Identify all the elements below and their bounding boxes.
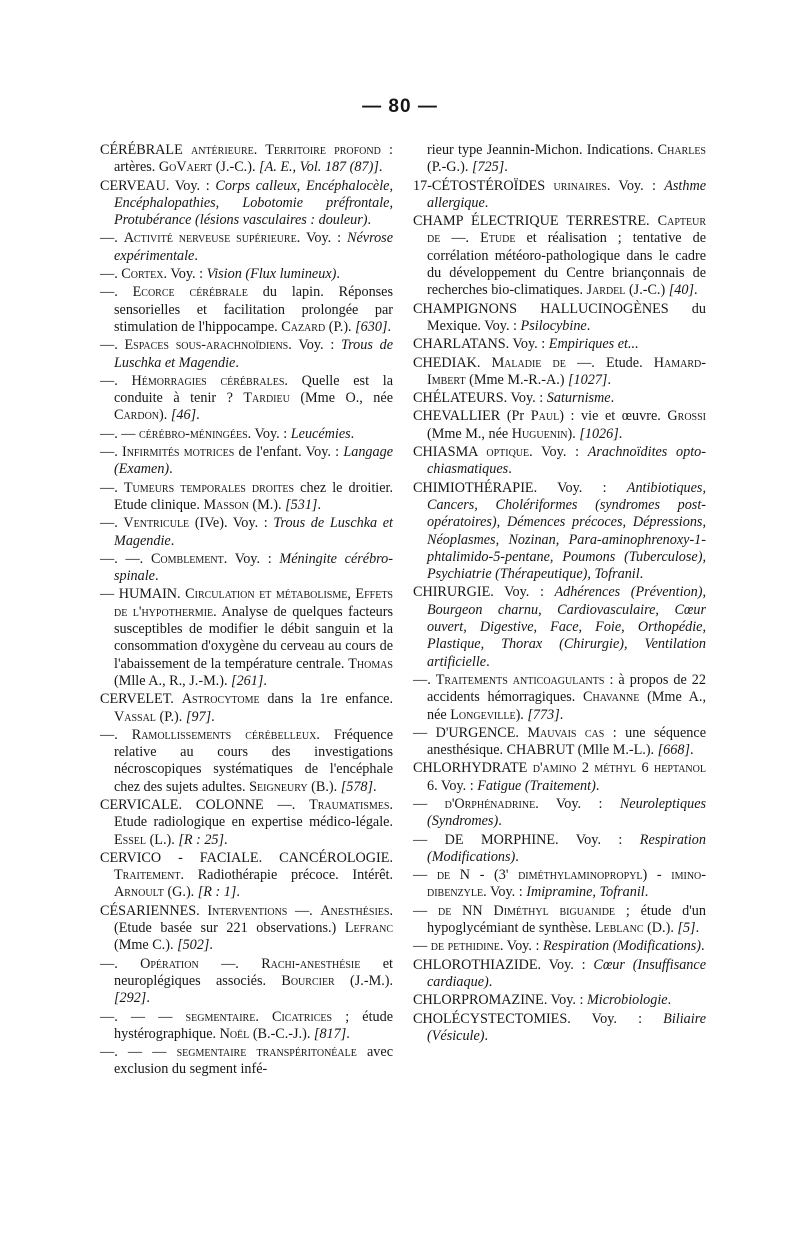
index-entry [413,957,706,992]
entry-text: Traitement [114,867,181,884]
entry-text: Imipramine, Tofranil [526,884,645,901]
entry-text: . [194,247,198,264]
entry-text: Psilocybine [520,317,587,334]
entry-text: urinaires [553,177,607,194]
index-entry [100,850,393,902]
entry-text: —. — — [100,1008,186,1025]
entry-text: CERVEAU. Voy. : [100,177,216,194]
entry-text: . [488,973,493,990]
entry-text: Cardon [114,407,160,424]
entry-text: segmentaire [185,1008,256,1025]
entry-text: Tardieu [243,390,290,407]
entry-text: —. [100,726,132,743]
entry-text: CHEDIAK. [413,354,492,371]
entry-text: Hémorragies cérébrales [131,372,285,389]
entry-text: Huguenin [511,425,568,442]
entry-text: Leucémies [290,425,351,442]
entry-text: —. Etude. [565,354,654,371]
index-entry [100,551,393,586]
entry-text: Neuroleptiques (Syndromes) [427,795,707,830]
entry-text: Espaces sous-arachnoïdiens [124,337,289,354]
entry-text: (L.). [146,831,179,848]
entry-text: . Voy. : [288,337,342,354]
entry-text: (Mme C.). [114,937,178,954]
entry-text: chez le droitier. Etude clinique. [114,479,394,513]
entry-text: . [559,706,564,723]
entry-text: —. [100,444,122,461]
index-entry [413,444,706,479]
entry-text: . [146,990,150,1007]
entry-text: [5] [677,920,696,937]
index-entry [100,586,393,690]
entry-text: . [694,282,698,299]
entry-text: 6. Voy. : [427,777,478,794]
entry-text: (IVe). Voy. : [189,515,274,532]
entry-text: . Voy. : [163,266,207,283]
index-entry [100,178,393,230]
entry-text: . [504,159,508,176]
entry-text: Rachi-anesthésie [261,955,361,972]
entry-text: . [378,159,383,176]
entry-text: CHÉLATEURS. Voy. : [413,390,547,407]
entry-text: : à propos de 22 accidents hémorragiques. [427,671,706,706]
entry-text: —. —. [100,550,151,567]
entry-text: Microbiologie [586,992,668,1009]
entry-text: Névrose expérimentale [114,230,393,264]
index-entry [413,992,706,1009]
entry-text: Cortex [121,266,164,283]
entry-text: (J.-M.). [334,972,394,989]
entry-text: . [317,496,321,513]
entry-text: . [236,884,240,901]
entry-text: [502] [177,937,210,954]
entry-text: Asthme allergique [427,177,706,211]
entry-text: d'Orphénadrine [444,795,536,812]
index-entry [100,956,393,1008]
entry-text: —. [100,372,132,389]
index-entry [100,444,393,479]
entry-text: . [209,937,213,954]
entry-text: . [667,992,672,1009]
index-entry [100,337,393,372]
entry-text: Méningite cérébro-spinale [114,550,393,585]
entry-text: Noël [219,1025,250,1042]
entry-text: Vision (Flux lumineux) [206,266,337,283]
entry-text: Arachnoïdites opto-chiasmatiques [427,444,706,478]
entry-text: —. [100,266,122,283]
entry-text: de [436,867,451,884]
entry-text: —. [198,955,262,972]
entry-text: de pethidine [430,938,500,955]
entry-text: Adhérences (Prévention), Bourgeon charnu, Cardiovasculaire, Cœur ouvert, Digestive, Face, Foie, Orthopédie, Plastique, Thorax (Chirurgie), Ventilation artificielle [427,584,706,670]
entry-text: Chavanne [583,689,640,706]
entry-text: Ramollissements cérébelleux [131,726,317,743]
entry-text: . Voy. : [606,177,665,194]
entry-text: Cœur (Insuffisance cardiaque) [427,956,706,990]
entry-text: —. [287,902,321,919]
entry-text: . Voy. : [483,884,527,901]
index-entry [413,480,706,584]
entry-text: Seigneury [249,778,308,795]
index-entry [413,142,706,177]
entry-text: Capteur de [427,213,706,247]
entry-text: Langage (Examen) [114,444,394,478]
entry-text: Etude [480,230,516,247]
entry-text: CHIASMA [413,444,487,461]
index-entry [413,725,706,760]
entry-text: Hamard-Imbert [427,354,706,388]
entry-text: . [695,920,700,937]
entry-text: Mauvais cas [527,724,605,741]
entry-text: heptanol [654,760,706,777]
entry-text: [292] [114,990,147,1007]
index-entry [100,373,393,425]
entry-text: et réalisation ; tentative de corrélation météoro-pathologique dans le cadre du développement du Centre briançonnais de recherches bio-climatiques. [427,230,707,299]
entry-text: CERVELET. [100,691,182,708]
entry-text: du lapin. Réponses sensorielles et facilitation prolongée par stimulation de l'hippocampe. [114,284,394,335]
index-entry [100,284,393,336]
entry-text: N - (3' [450,867,519,884]
entry-text: —. [100,479,124,496]
entry-text: — [413,938,431,955]
entry-text: Astrocytome [181,691,260,708]
entry-text: ). [567,425,580,442]
index-entry [100,266,393,283]
entry-text: diméthylaminopropyl [518,867,643,884]
index-entry [413,213,706,299]
index-entry [100,691,393,726]
entry-text: : artères. [114,142,393,176]
entry-text: . [644,884,649,901]
entry-text: (J.-C.) [625,282,669,299]
entry-text: . (Etude basée sur 221 observations.) [114,902,393,937]
entry-text: CHLORPROMAZINE. Voy. : [413,992,587,1009]
entry-text: Jardel [586,282,626,299]
entry-text: . Analyse de quelques facteurs susceptibles de modifier le débit sanguin et la consommation d'oxygène du cerveau au cours de l'abaissement de la température centrale. [114,603,393,672]
entry-text: . [336,266,340,283]
entry-text: . [255,1008,273,1025]
entry-text: . [639,566,644,583]
entry-text: . [700,938,705,955]
entry-text: . [350,425,355,442]
entry-text: (P.). [325,318,356,335]
entry-text: ) - [642,867,672,884]
index-entry [100,797,393,849]
entry-text: . [618,425,623,442]
entry-text: (P.). [155,708,186,725]
entry-text: [578] [340,778,374,795]
index-entry [413,867,706,902]
index-entry [413,336,706,353]
entry-text: (Mme A., née [427,689,707,723]
entry-text: Cicatrices [272,1008,333,1025]
entry-text: (M.). [248,496,286,513]
entry-text: (Mme M., née [427,425,512,442]
entry-text: (D.). [643,920,678,937]
entry-text: Trous de Luschka et Magendie [114,515,393,549]
entry-text: dans la 1re enfance. [259,691,393,708]
entry-text: optique [486,444,530,461]
entry-text: Ventricule [123,515,190,532]
entry-text: CHEVALLIER (Pr [413,408,531,425]
index-entry [100,1009,393,1044]
entry-text: d'amino [532,760,577,777]
entry-text: ; étude d'un hypoglycémiant de synthèse. [427,902,706,937]
entry-text: . [586,317,591,334]
entry-text: . [346,1025,350,1042]
entry-text: [R : 1] [197,884,237,901]
entry-text: (Mme O., née [289,390,393,407]
entry-text: Corps calleux, Encéphalocèle, Encéphalopathies, Lobotomie préfrontale, Protubérance (lésions vasculaires : douleur) [114,177,393,229]
entry-text: —. — — [100,1044,177,1061]
entry-text: (B.). [307,778,341,795]
entry-text: — [413,902,438,919]
index-entry [413,408,706,443]
entry-text: . Voy. : [223,550,280,567]
entry-text: 2 [576,760,595,777]
entry-text: . [486,653,490,670]
entry-text: . Voy. : [535,795,620,812]
entry-text: . [484,194,489,211]
entry-text: cérébro-méningées [139,425,248,442]
entry-text: Thomas [348,655,393,672]
entry-text: segmentaire transpéritonéale [176,1044,357,1061]
entry-text: Traumatismes [309,796,390,813]
entry-text: GoVaert [158,159,213,176]
index-entry [413,178,706,213]
entry-text: Longeville [450,706,516,723]
entry-text: [261] [231,672,264,689]
index-entry [100,230,393,265]
entry-text: . Voy. : [499,938,543,955]
entry-text: (B.-C.-J.). [249,1025,314,1042]
entry-text: CHAMPIGNONS HALLUCINOGÈNES du Mexique. Voy. : [413,300,706,334]
entry-text: Tumeurs temporales droites [123,479,295,496]
entry-text: [40] [668,282,694,299]
index-entry [413,672,706,724]
entry-text: ). [515,706,528,723]
entry-text: . [484,1027,489,1044]
entry-text: [1027] [568,371,608,388]
entry-text: : une séquence anesthésique. CHABRUT (Mlle M.-L.). [427,724,706,759]
index-entry [100,426,393,443]
entry-text: CHLOROTHIAZIDE. Voy. : [413,956,594,973]
index-entry [413,903,706,938]
entry-text: (J.-C.). [212,159,260,176]
entry-text: . Voy. : [296,230,348,247]
entry-text: (P.-G.). [427,159,472,176]
entry-text: CÉRÉBRALE [100,142,191,158]
entry-text: 17-CÉTOSTÉROÏDES [413,177,554,194]
entry-text: Saturnisme [546,390,611,407]
entry-text: —. [440,230,481,247]
entry-text: [668] [657,742,690,759]
index-entry [100,515,393,550]
entry-text: Comblement [150,550,224,567]
entry-text: Maladie de [491,354,566,371]
entry-text: . [607,371,611,388]
left-column [100,142,393,1080]
entry-text: et neuroplégiques associés. [114,955,393,989]
entry-text: CHARLATANS. Voy. : [413,336,549,353]
entry-text: —. [100,515,124,532]
entry-text: de [438,902,452,919]
entry-text: Vassal [114,708,156,725]
entry-text: NN [451,902,494,919]
entry-text: . Radiothérapie précoce. Intérêt. [180,867,393,884]
entry-text: . Etude radiologique en expertise médico-légale. [114,796,393,831]
entry-text: méthyl [594,760,637,777]
entry-text: Essel [114,831,147,848]
entry-text: CHLORHYDRATE [413,760,533,777]
entry-text: CHIMIOTHÉRAPIE. Voy. : [413,479,627,496]
entry-text: . [224,831,228,848]
index-entry [100,727,393,796]
entry-text: [46] [170,407,197,424]
entry-text: de l'enfant. Voy. : [234,444,344,461]
entry-text: CERVICALE. COLONNE —. [100,796,310,813]
entry-text: Paul [530,408,560,425]
entry-text: CHAMP ÉLECTRIQUE TERRESTRE. [413,213,658,230]
entry-text: Lefranc [344,920,393,937]
entry-text: [630] [355,318,388,335]
entry-text: . [154,568,159,585]
entry-text: . [373,778,377,795]
entry-text: . [211,708,215,725]
entry-text: Arnoult [114,884,164,901]
entry-text: Diméthyl biguanide [493,902,616,919]
entry-text: . [367,212,372,229]
entry-text: Empiriques et... [548,336,639,353]
index-entry [413,584,706,670]
entry-text: — HUMAIN. [100,586,186,603]
entry-text: [R : 25] [178,831,225,848]
entry-text: Infirmités motrices [121,444,235,461]
entry-text: . [508,461,512,478]
entry-text: — DE MORPHINE. Voy. : [413,831,640,848]
entry-text: . Voy. : [529,444,588,461]
entry-text: ). [159,407,171,424]
entry-text: Circulation et métabolisme, Effets de l'hypothermie [114,586,393,620]
entry-text: antérieure. Territoire profond [190,142,381,158]
entry-text: [1026] [579,425,619,442]
entry-text: —. [100,955,141,972]
entry-text: —. [100,337,125,354]
entry-text: rieur type Jeannin-Michon. Indications. [427,142,658,158]
entry-text: — D'URGENCE. [413,724,528,741]
entry-text: CHIRURGIE. Voy. : [413,584,555,601]
index-entry [413,796,706,831]
entry-text: Anesthésies [320,902,390,919]
entry-text: CHOLÉCYSTECTOMIES. Voy. : [413,1010,664,1027]
entry-text: ) : vie et œuvre. [559,408,668,425]
entry-text: Masson [203,496,249,513]
index-entry [413,760,706,795]
entry-text: — [413,795,445,812]
entry-text: Respiration (Modifications) [427,831,706,865]
entry-text: [817] [313,1025,347,1042]
entry-text: Charles [657,142,706,158]
entry-text: . Quelle est la conduite à tenir ? [114,372,393,407]
entry-text: —. [100,230,124,247]
entry-text: (G.). [163,884,198,901]
entry-text: (Mlle A., R., J.-M.). [114,672,232,689]
entry-text: . Voy. : [247,425,291,442]
index-entry [100,480,393,515]
index-entry [413,832,706,867]
entry-text: [A. E., Vol. 187 (87)] [259,159,379,176]
entry-text: imino-dibenzyle [427,867,706,901]
index-entry [413,301,706,336]
entry-text: Leblanc [594,920,644,937]
index-entry [413,1011,706,1046]
entry-text: . [515,848,519,865]
entry-text: Grossi [667,408,706,425]
entry-text: — [413,867,437,884]
entry-text: ; étude hystérographique. [114,1008,394,1042]
entry-text: Interventions [207,902,288,919]
entry-text: Ecorce cérébrale [132,284,248,301]
entry-text: Opération [140,955,199,972]
entry-text: [97] [185,708,212,725]
entry-text: Bourcier [281,972,335,989]
index-entry [413,390,706,407]
index-entry [413,355,706,390]
entry-text: Trous de Luschka et Magendie [114,337,394,371]
entry-text: avec exclusion du segment infé- [114,1044,393,1078]
entry-text: . [498,813,502,830]
index-entry [100,142,393,177]
entry-text: . [263,672,267,689]
page-number: — 80 — [362,96,438,117]
entry-text: [531] [285,496,318,513]
entry-text: Cazard [281,318,326,335]
entry-text: . Fréquence relative au cours des investigations nécroscopiques systématiques de l'encéphale chez des sujets adultes. [114,726,393,795]
index-entry [413,938,706,955]
right-column [413,142,706,1046]
entry-text: Antibiotiques, Cancers, Cholériformes (syndromes post-opératoires), Démences précoces, Dépressions, Néoplasmes, Nozinan, Para-aminophrenoxy-1-phtalimido-5-pentane, Poumons (Tuberculose), Psychiatrie (Thérapeutique), Tofranil [427,479,706,583]
entry-text: [725] [471,159,505,176]
entry-text: Biliaire (Vésicule) [427,1010,706,1044]
entry-text: Activité nerveuse supérieure [123,230,297,247]
entry-text: . [689,742,694,759]
index-entry [100,1044,393,1079]
entry-text: —. — [100,425,140,442]
entry-text: . [196,407,200,424]
entry-text: —. [100,284,133,301]
entry-text: Traitements anticoagulants [435,671,605,688]
entry-text: . [169,461,173,478]
entry-text: Fatigue (Traitement) [477,777,596,794]
entry-text: 6 [636,760,655,777]
entry-text: . [170,532,175,549]
entry-text: [773] [527,706,560,723]
index-entry [100,903,393,955]
entry-text: . [595,777,600,794]
entry-text: Respiration (Modifications) [542,938,701,955]
entry-text: . [387,318,392,335]
entry-text: CÉSARIENNES. [100,902,208,919]
entry-text: (Mme M.-R.-A.) [465,371,569,388]
entry-text: CERVICO - FACIALE. CANCÉROLOGIE. [100,849,393,866]
entry-text: . [610,390,615,407]
entry-text: —. [413,671,436,688]
entry-text: . [235,354,239,371]
